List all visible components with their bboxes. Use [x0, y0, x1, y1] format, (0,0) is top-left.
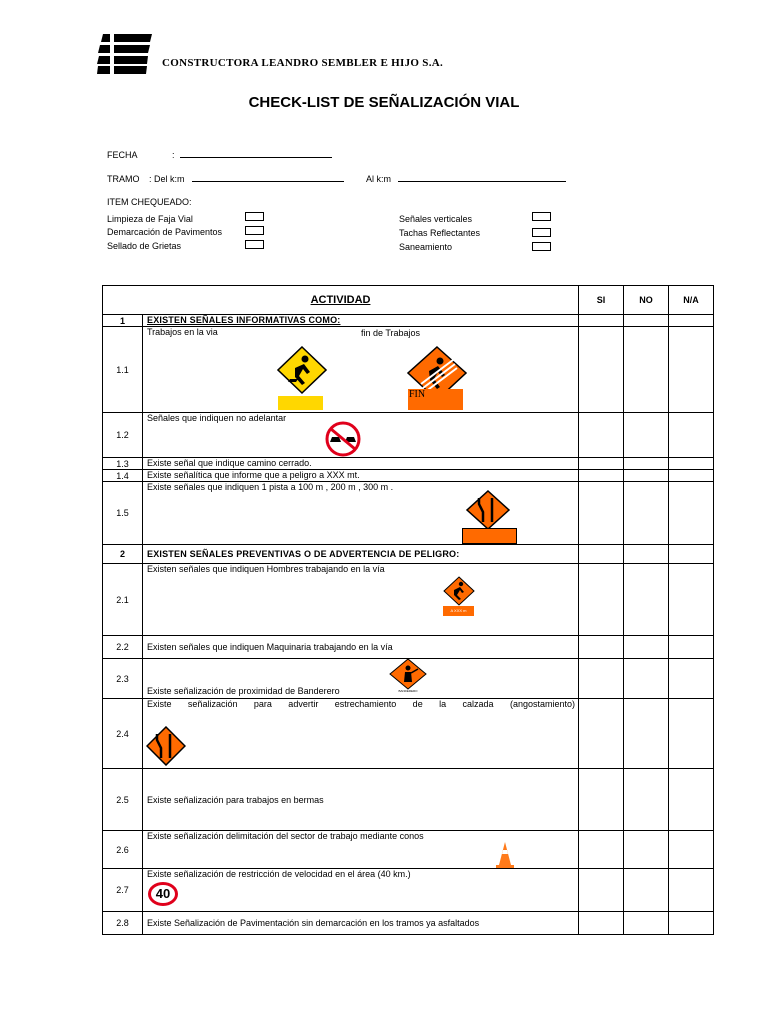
- check-si[interactable]: [579, 482, 624, 545]
- row-text: Trabajos en la via: [147, 327, 218, 337]
- check-na[interactable]: [669, 831, 714, 869]
- checkbox-sellado[interactable]: [245, 240, 264, 249]
- row-text: Existe señalización delimitación del sector de trabajo mediante conos: [147, 831, 424, 841]
- del-km-field[interactable]: [192, 181, 344, 182]
- row-number: 1.3: [103, 458, 143, 470]
- table-row: [103, 769, 714, 831]
- table-header-row: [103, 286, 714, 315]
- row-text: Existe señal que indique camino cerrado.: [143, 458, 579, 470]
- check-si[interactable]: [579, 545, 624, 564]
- row-activity: [143, 482, 579, 545]
- row-number: 2.6: [103, 831, 143, 869]
- lane-reduction-sign-icon: [465, 490, 511, 530]
- check-si[interactable]: [579, 458, 624, 470]
- row-activity: [143, 327, 579, 413]
- checkbox-demarcacion[interactable]: [245, 226, 264, 235]
- men-working-sign-icon: [443, 576, 475, 606]
- no-passing-sign-icon: [321, 421, 365, 457]
- traffic-cone-icon: [495, 841, 515, 868]
- item-chequeado-label: ITEM CHEQUEADO:: [107, 197, 192, 207]
- table-row: [103, 413, 714, 458]
- check-si[interactable]: [579, 659, 624, 699]
- row-number: 1.4: [103, 470, 143, 482]
- check-na[interactable]: [669, 482, 714, 545]
- sign-plate: [278, 396, 323, 410]
- checkbox-limpieza[interactable]: [245, 212, 264, 221]
- item-label: Saneamiento: [399, 242, 453, 252]
- al-km-field[interactable]: [398, 181, 566, 182]
- check-no[interactable]: [624, 869, 669, 912]
- checkbox-tachas[interactable]: [532, 228, 551, 237]
- checklist-table: [102, 285, 714, 935]
- table-row: [103, 564, 714, 636]
- check-no[interactable]: [624, 458, 669, 470]
- row-text: fin de Trabajos: [361, 328, 421, 338]
- check-no[interactable]: [624, 315, 669, 327]
- al-km-label: Al k:m: [366, 174, 392, 184]
- row-number: 1.1: [103, 327, 143, 413]
- check-na[interactable]: [669, 659, 714, 699]
- row-number: 2: [103, 545, 143, 564]
- workers-ahead-sign-icon: [277, 346, 327, 398]
- row-text: EXISTEN SEÑALES INFORMATIVAS COMO:: [143, 315, 579, 327]
- check-si[interactable]: [579, 699, 624, 769]
- row-activity: [143, 699, 579, 769]
- row-text: Existe señalización para advertir estrechamiento de la calzada (angostamiento): [147, 699, 576, 709]
- row-text: Existe señalización para trabajos en bermas: [143, 769, 579, 831]
- row-text: Existe Señalización de Pavimentación sin demarcación en los tramos ya asfaltados: [143, 912, 579, 935]
- table-row: [103, 869, 714, 912]
- check-na[interactable]: [669, 458, 714, 470]
- check-no[interactable]: [624, 636, 669, 659]
- check-na[interactable]: [669, 470, 714, 482]
- table-row: [103, 636, 714, 659]
- check-si[interactable]: [579, 912, 624, 935]
- row-activity: [143, 564, 579, 636]
- row-number: 2.2: [103, 636, 143, 659]
- check-no[interactable]: [624, 912, 669, 935]
- item-label: Señales verticales: [399, 214, 473, 224]
- row-number: 2.3: [103, 659, 143, 699]
- check-na[interactable]: [669, 413, 714, 458]
- row-number: 2.5: [103, 769, 143, 831]
- check-no[interactable]: [624, 769, 669, 831]
- check-no[interactable]: [624, 413, 669, 458]
- check-si[interactable]: [579, 869, 624, 912]
- check-na[interactable]: [669, 564, 714, 636]
- company-name: CONSTRUCTORA LEANDRO SEMBLER E HIJO S.A.: [162, 57, 444, 69]
- header-si: SI: [579, 286, 624, 315]
- check-na[interactable]: [669, 869, 714, 912]
- check-no[interactable]: [624, 482, 669, 545]
- check-na[interactable]: [669, 769, 714, 831]
- check-si[interactable]: [579, 636, 624, 659]
- row-activity: [143, 659, 579, 699]
- check-na[interactable]: [669, 545, 714, 564]
- row-text: Existe señales que indiquen 1 pista a 100 m , 200 m , 300 m .: [147, 482, 394, 492]
- table-row: [103, 699, 714, 769]
- check-si[interactable]: [579, 470, 624, 482]
- check-no[interactable]: [624, 564, 669, 636]
- header-actividad: ACTIVIDAD: [103, 286, 579, 315]
- table-row: [103, 831, 714, 869]
- page-title: CHECK-LIST DE SEÑALIZACIÓN VIAL: [248, 94, 520, 111]
- check-na[interactable]: [669, 912, 714, 935]
- row-text: Señales que indiquen no adelantar: [147, 413, 287, 423]
- item-label: Tachas Reflectantes: [399, 228, 481, 238]
- check-si[interactable]: [579, 315, 624, 327]
- fecha-colon: :: [172, 150, 175, 160]
- table-row: [103, 659, 714, 699]
- row-text: EXISTEN SEÑALES PREVENTIVAS O DE ADVERTENCIA DE PELIGRO:: [143, 545, 579, 564]
- table-row: [103, 470, 714, 482]
- row-activity: [143, 413, 579, 458]
- item-label: Sellado de Grietas: [107, 241, 182, 251]
- row-text: Existen señales que indiquen Maquinaria trabajando en la vía: [143, 636, 579, 659]
- row-number: 1.2: [103, 413, 143, 458]
- row-number: 1.5: [103, 482, 143, 545]
- header-na: N/A: [669, 286, 714, 315]
- row-number: 2.8: [103, 912, 143, 935]
- row-text: Existe señalización de proximidad de Banderero: [147, 686, 340, 696]
- table-row: [103, 912, 714, 935]
- speed-limit-sign-icon: 40: [148, 882, 178, 906]
- sign-plate: [462, 528, 517, 544]
- check-si[interactable]: [579, 831, 624, 869]
- item-label: Demarcación de Pavimentos: [107, 227, 223, 237]
- check-na[interactable]: [669, 636, 714, 659]
- flagger-caption: BANDERERO: [398, 689, 418, 693]
- fecha-label: FECHA: [107, 150, 138, 160]
- table-row: [103, 327, 714, 413]
- row-activity: [143, 831, 579, 869]
- fin-plate: FIN: [408, 389, 463, 410]
- check-si[interactable]: [579, 413, 624, 458]
- table-row: [103, 315, 714, 327]
- check-no[interactable]: [624, 659, 669, 699]
- row-text: Existen señales que indiquen Hombres trabajando en la vía: [147, 564, 385, 574]
- row-text: Existe señalización de restricción de velocidad en el área (40 km.): [147, 869, 411, 879]
- tramo-label: TRAMO: [107, 174, 140, 184]
- del-km-label: : Del k:m: [149, 174, 185, 184]
- check-na[interactable]: [669, 699, 714, 769]
- table-row: [103, 458, 714, 470]
- distance-plate: A XXX m: [443, 606, 474, 616]
- check-na[interactable]: [669, 315, 714, 327]
- item-label: Limpieza de Faja Vial: [107, 214, 193, 224]
- check-si[interactable]: [579, 327, 624, 413]
- check-na[interactable]: [669, 327, 714, 413]
- fecha-field[interactable]: [180, 157, 332, 158]
- table-row: [103, 545, 714, 564]
- check-si[interactable]: [579, 769, 624, 831]
- flagger-sign-icon: [386, 659, 430, 693]
- company-logo: [97, 34, 152, 74]
- narrowing-road-sign-icon: [146, 726, 186, 766]
- check-si[interactable]: [579, 564, 624, 636]
- row-activity: [143, 869, 579, 912]
- table-row: [103, 482, 714, 545]
- check-no[interactable]: [624, 327, 669, 413]
- row-number: 2.1: [103, 564, 143, 636]
- checkbox-senales-verticales[interactable]: [532, 212, 551, 221]
- row-number: 2.7: [103, 869, 143, 912]
- row-number: 1: [103, 315, 143, 327]
- check-no[interactable]: [624, 831, 669, 869]
- check-no[interactable]: [624, 545, 669, 564]
- check-no[interactable]: [624, 699, 669, 769]
- checkbox-saneamiento[interactable]: [532, 242, 551, 251]
- row-number: 2.4: [103, 699, 143, 769]
- check-no[interactable]: [624, 470, 669, 482]
- header-no: NO: [624, 286, 669, 315]
- row-text: Existe señalítica que informe que a peligro a XXX mt.: [143, 470, 579, 482]
